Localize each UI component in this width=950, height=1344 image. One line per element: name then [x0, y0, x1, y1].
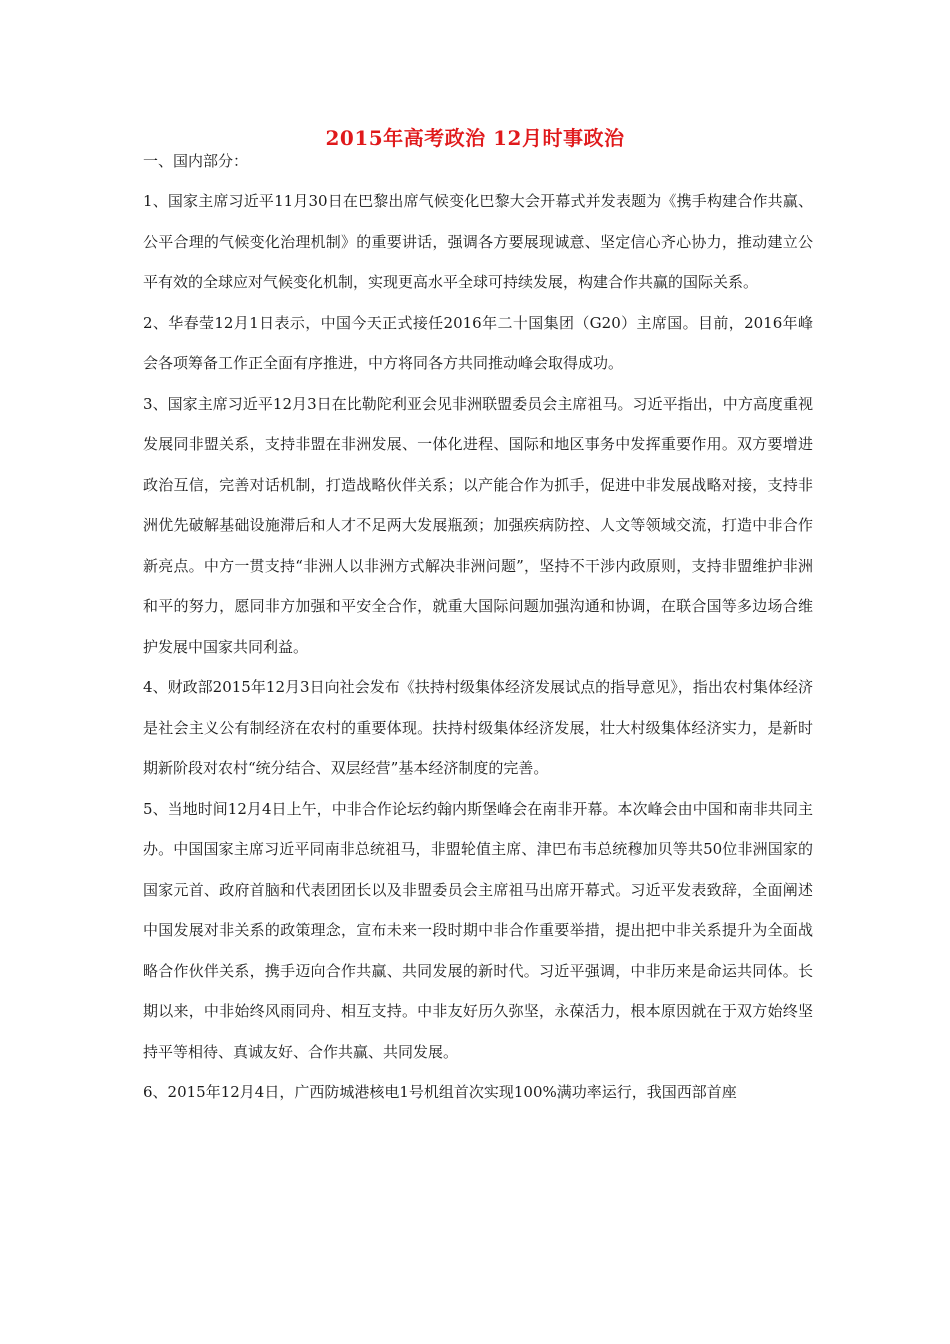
document-title: 2015年高考政治 12月时事政治	[325, 126, 625, 150]
section-heading: 一、国内部分：	[143, 152, 249, 170]
paragraph-5: 5、当地时间12月4日上午，中非合作论坛约翰内斯堡峰会在南非开幕。本次峰会由中国和南非共同主办。中国国家主席习近平同南非总统祖马，非盟轮值主席、津巴布韦总统穆加贝等共50位非洲国家的国家元首、政府首脑和代表团团长以及非盟委员会主席祖马出席开幕式。习近平发表致辞，全面阐述中国发展对非关系的政策理念，宣布未来一段时期中非合作重要举措，提出把中非关系提升为全面战略合作伙伴关系，携手迈向合作共赢、共同发展的新时代。习近平强调，中非历来是命运共同体。长期以来，中非始终风雨同舟、相互支持。中非友好历久弥坚，永葆活力，根本原因就在于双方始终坚持平等相待、真诚友好、合作共赢、共同发展。	[143, 799, 813, 1061]
paragraph-6: 6、2015年12月4日，广西防城港核电1号机组首次实现100%满功率运行，我国西部首座	[143, 1083, 737, 1101]
paragraph-1: 1、国家主席习近平11月30日在巴黎出席气候变化巴黎大会开幕式并发表题为《携手构建合作共赢、公平合理的气候变化治理机制》的重要讲话，强调各方要展现诚意、坚定信心齐心协力，推动建立公平有效的全球应对气候变化机制，实现更高水平全球可持续发展，构建合作共赢的国际关系。	[143, 192, 813, 291]
paragraph-4: 4、财政部2015年12月3日向社会发布《扶持村级集体经济发展试点的指导意见》，指出农村集体经济是社会主义公有制经济在农村的重要体现。扶持村级集体经济发展，壮大村级集体经济实力，是新时期新阶段对农村“统分结合、双层经营”基本经济制度的完善。	[143, 678, 813, 777]
paragraph-2: 2、华春莹12月1日表示，中国今天正式接任2016年二十国集团（G20）主席国。目前，2016年峰会各项筹备工作正全面有序推进，中方将同各方共同推动峰会取得成功。	[143, 313, 813, 372]
document-body	[143, 150, 813, 1113]
paragraph-3: 3、国家主席习近平12月3日在比勒陀利亚会见非洲联盟委员会主席祖马。习近平指出，中方高度重视发展同非盟关系，支持非盟在非洲发展、一体化进程、国际和地区事务中发挥重要作用。双方要增进政治互信，完善对话机制，打造战略伙伴关系；以产能合作为抓手，促进中非发展战略对接，支持非洲优先破解基础设施滞后和人才不足两大发展瓶颈；加强疾病防控、人文等领域交流，打造中非合作新亮点。中方一贯支持“非洲人以非洲方式解决非洲问题”，坚持不干涉内政原则，支持非盟维护非洲和平的努力，愿同非方加强和平安全合作，就重大国际问题加强沟通和协调，在联合国等多边场合维护发展中国家共同利益。	[143, 394, 813, 656]
